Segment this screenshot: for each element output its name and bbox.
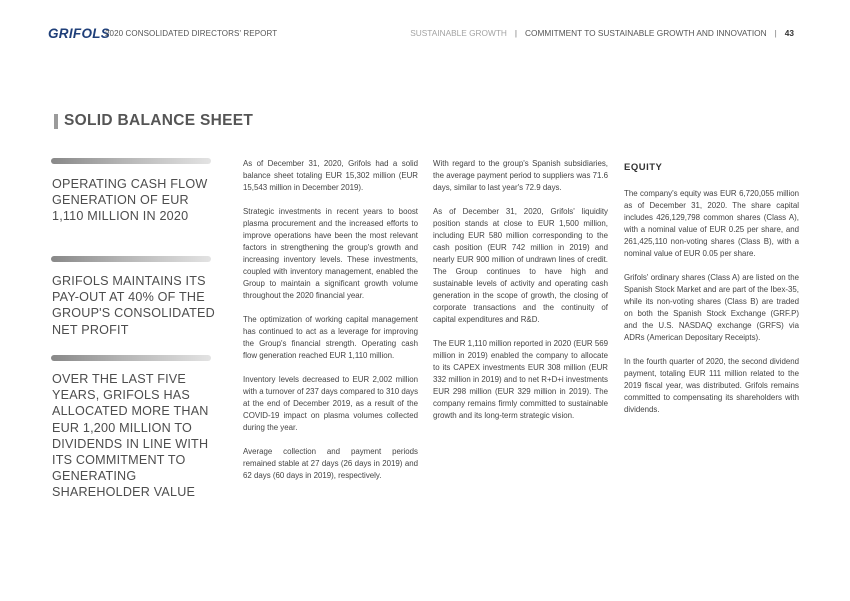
- paragraph: With regard to the group's Spanish subsidiaries, the average payment period to suppliers was 71.6 days, similar to last year's 72.9 days.: [433, 159, 608, 192]
- highlight-divider: [51, 256, 211, 262]
- paragraph: Average collection and payment periods remained stable at 27 days (26 days in 2019) and 62 days (60 days in 2019), respectively.: [243, 447, 418, 480]
- highlight-operating-cash-flow: OPERATING CASH FLOW GENERATION OF EUR 1,110 MILLION IN 2020: [52, 177, 208, 224]
- section-name: SUSTAINABLE GROWTH: [410, 28, 507, 38]
- paragraph: As of December 31, 2020, Grifols had a solid balance sheet totaling EUR 15,302 million (EUR 15,543 million in December 2019).: [243, 159, 418, 192]
- breadcrumb-separator: |: [514, 28, 518, 38]
- paragraph: As of December 31, 2020, Grifols' liquidity position stands at close to EUR 1,500 million, including EUR 580 million corresponding to the cash position (EUR 742 million in 2019) and nearly EUR 900 million of undrawn lines of credit. The Group continues to have high and sustainable levels of activity and operating cash generation in the scope of growth, the closing of corporate transactions and the continuity of capital expenditures and R&D.: [433, 207, 608, 324]
- paragraph: The EUR 1,110 million reported in 2020 (EUR 569 million in 2019) enabled the company to allocate to its CAPEX investments EUR 308 million (EUR 332 million in 2019) and to net R+D+i investments EUR 298 million (EUR 329 million in 2019). The company remains firmly committed to sustainable growth and its long-term strategic vision.: [433, 339, 608, 420]
- breadcrumb-separator: |: [774, 28, 777, 38]
- report-title: 2020 CONSOLIDATED DIRECTORS' REPORT: [105, 29, 278, 38]
- section-title: [54, 112, 253, 130]
- page-title: SOLID BALANCE SHEET: [64, 112, 254, 129]
- section-breadcrumb: [410, 28, 794, 38]
- highlight-payout: GRIFOLS MAINTAINS ITS PAY-OUT AT 40% OF THE GROUP'S CONSOLIDATED NET PROFIT: [52, 274, 215, 337]
- paragraph: The optimization of working capital management has continued to act as a leverage for improving the Group's financial strength. Operating cash flow generation reached EUR 1,110 million.: [243, 315, 418, 360]
- highlight-dividends: OVER THE LAST FIVE YEARS, GRIFOLS HAS ALLOCATED MORE THAN EUR 1,200 MILLION TO DIVIDENDS IN LINE WITH ITS COMMITMENT TO GENERATING SHAREHOLDER VALUE: [52, 372, 209, 500]
- paragraph: Grifols' ordinary shares (Class A) are listed on the Spanish Stock Market and are part of the Ibex-35, while its non-voting shares (Class B) are traded on both the Spanish Stock Exchange (GRF.P) and the U.S. NASDAQ exchange (GRFS) via ADRs (American Depositary Receipts).: [624, 273, 799, 342]
- subsection-name: COMMITMENT TO SUSTAINABLE GROWTH AND INNOVATION: [525, 28, 767, 38]
- paragraph: Inventory levels decreased to EUR 2,002 million with a turnover of 237 days compared to 310 days at the end of December 2019, as a result of the COVID-19 impact on plasma volumes collected during the year.: [243, 375, 419, 432]
- title-accent-bar: [54, 114, 58, 129]
- paragraph: The company's equity was EUR 6,720,055 million as of December 31, 2020. The share capital includes 426,129,798 common shares (Class A), with a nominal value of EUR 0.25 per share, and 261,425,110 non-voting shares (Class B), with a nominal value of EUR 0.05 per share.: [624, 189, 799, 258]
- highlight-divider: [51, 158, 211, 164]
- grifols-logo: GRIFOLS: [48, 26, 111, 41]
- text-column-3: [624, 158, 799, 428]
- paragraph: In the fourth quarter of 2020, the second dividend payment, totaling EUR 111 million related to the 2019 fiscal year, was distributed. Grifols remains committed to compensating its shareholders with dividends.: [624, 357, 799, 414]
- page-number: 43: [784, 28, 794, 38]
- text-column-2: [433, 158, 608, 434]
- highlight-divider: [51, 355, 211, 361]
- equity-heading: EQUITY: [624, 162, 663, 173]
- paragraph: Strategic investments in recent years to boost plasma procurement and the increased efforts to improve operations have been the most relevant factors in strengthening the group's growth and increasing inventory levels. These investments, coupled with inventory management, enabled the Group to maintain a significant growth volume throughout the 2020 financial year.: [243, 207, 418, 300]
- page-header: [0, 0, 850, 62]
- text-column-1: [243, 158, 418, 494]
